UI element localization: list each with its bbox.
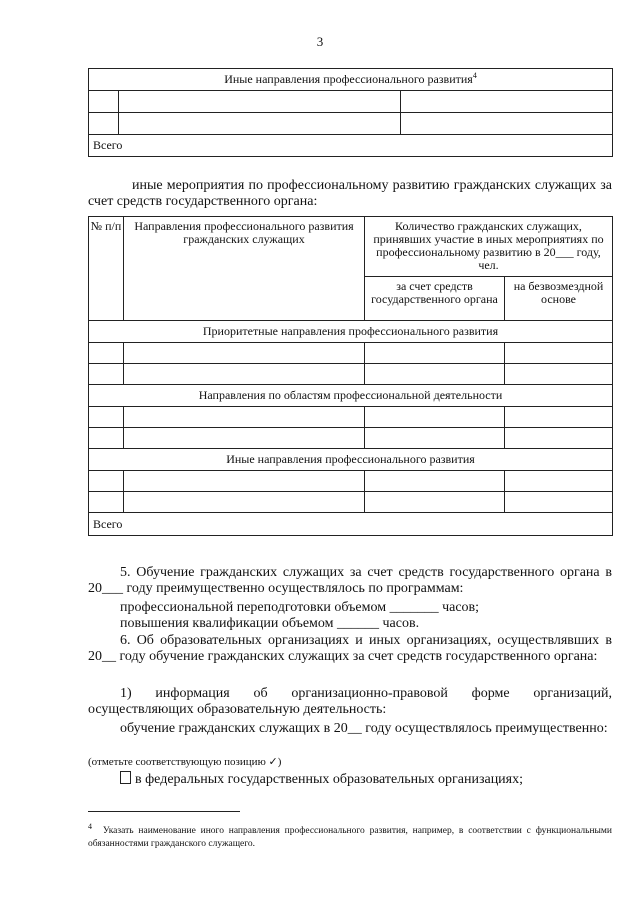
- section6-item1-detail: обучение гражданских служащих в 20__ году осуществлялось преимущественно:: [120, 721, 608, 736]
- total-row: Всего: [89, 513, 613, 536]
- table-row: [89, 343, 613, 364]
- footnote-divider: [88, 811, 240, 812]
- section5-retraining: профессиональной переподготовки объемом _______ часов;: [120, 600, 480, 615]
- footnote: [88, 821, 613, 851]
- col-header-count: Количество гражданских служащих, принявших участие в иных мероприятиях по профессиональному развитию в 20___ году, чел.: [365, 217, 613, 277]
- table-row: [89, 471, 613, 492]
- section6-item1: 1) информация об организационно-правовой форме организаций, осуществляющих образовательную деятельность:: [88, 686, 612, 717]
- subheader-free: на безвозмездной основе: [505, 277, 613, 321]
- section-priority: Приоритетные направления профессионального развития: [89, 321, 613, 343]
- other-activities-table: [88, 216, 613, 536]
- option-federal-label: в федеральных государственных образовательных организациях;: [135, 772, 524, 787]
- section5-text: 5. Обучение гражданских служащих за счет средств государственного органа в 20___ году преимущественно осуществлялось по программам:: [88, 565, 612, 596]
- table-row: [89, 364, 613, 385]
- selection-note: (отметьте соответствующую позицию ✓): [88, 756, 282, 768]
- table-row: [89, 113, 613, 135]
- col-header-number: № п/п: [89, 217, 124, 321]
- table-row: [89, 407, 613, 428]
- other-directions-table: [88, 68, 613, 157]
- table-row: [89, 492, 613, 513]
- table-title-text: Иные направления профессионального развития: [224, 72, 473, 86]
- section5-qualification: повышения квалификации объемом ______ часов.: [120, 616, 420, 631]
- checkbox[interactable]: [120, 771, 131, 784]
- section-other: Иные направления профессионального развития: [89, 449, 613, 471]
- option-federal: [120, 771, 612, 788]
- section6-text: 6. Об образовательных организациях и иных организациях, осуществлявших в 20__ году обучение гражданских служащих за счет средств государственного органа:: [88, 633, 612, 664]
- table-title: [89, 69, 613, 91]
- table-row: [89, 428, 613, 449]
- subheader-state-funds: за счет средств государственного органа: [365, 277, 505, 321]
- total-row: Всего: [89, 135, 613, 157]
- col-header-direction: Направления профессионального развития гражданских служащих: [124, 217, 365, 321]
- table-row: [89, 91, 613, 113]
- footnote-mark: 4: [472, 71, 477, 80]
- section-areas: Направления по областям профессиональной деятельности: [89, 385, 613, 407]
- intro-paragraph: иные мероприятия по профессиональному развитию гражданских служащих за счет средств государственного органа:: [88, 178, 612, 209]
- footnote-number: 4: [88, 821, 92, 831]
- footnote-text: Указать наименование иного направления профессионального развития, например, в соответствии с функциональными обязанностями гражданского служащего.: [88, 826, 613, 849]
- page-number: 3: [316, 34, 324, 49]
